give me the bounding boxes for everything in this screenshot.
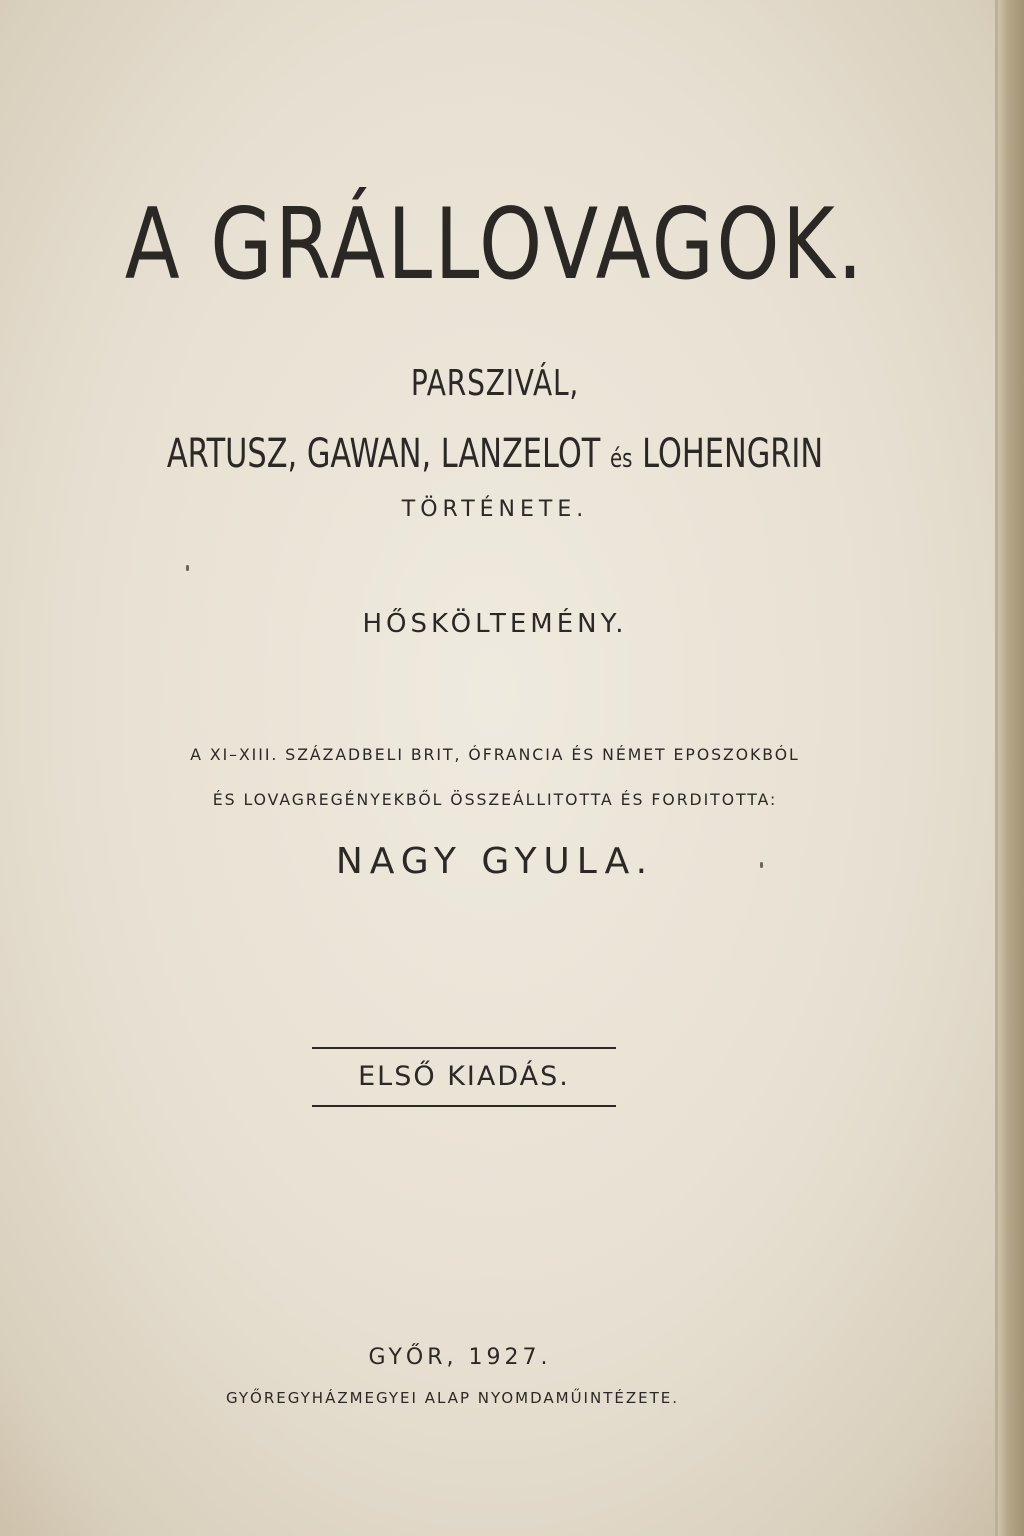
credit-line-1: A XI–XIII. SZÁZADBELI BRIT, ÓFRANCIA ÉS NÉMET EPOSZOKBÓL bbox=[190, 745, 800, 764]
subtitle-line-1: PARSZIVÁL, bbox=[410, 363, 580, 404]
subtitle-line-2-conjunction: és bbox=[610, 444, 633, 474]
book-title: A GRÁLLOVAGOK. bbox=[124, 188, 866, 302]
subtitle-line-2 bbox=[119, 431, 871, 477]
edition-label: ELSŐ KIADÁS. bbox=[358, 1061, 570, 1092]
paper-speck bbox=[186, 565, 189, 571]
subtitle-line-3: TÖRTÉNETE. bbox=[401, 497, 589, 522]
printer-name: GYŐREGYHÁZMEGYEI ALAP NYOMDAMŰINTÉZETE. bbox=[226, 1389, 679, 1407]
subtitle-line-2-last-name: LOHENGRIN bbox=[632, 431, 824, 477]
book-spine-edge bbox=[998, 0, 1024, 1536]
credit-line-2: ÉS LOVAGREGÉNYEKBŐL ÖSSZEÁLLITOTTA ÉS FORDITOTTA: bbox=[212, 790, 778, 809]
genre-label: HŐSKÖLTEMÉNY. bbox=[362, 609, 628, 639]
place-and-year: GYŐR, 1927. bbox=[368, 1345, 552, 1370]
author-name: NAGY GYULA. bbox=[335, 841, 655, 882]
paper-speck bbox=[760, 862, 763, 868]
edition-box bbox=[312, 1047, 616, 1107]
subtitle-line-2-names: ARTUSZ, GAWAN, LANZELOT bbox=[166, 431, 611, 477]
